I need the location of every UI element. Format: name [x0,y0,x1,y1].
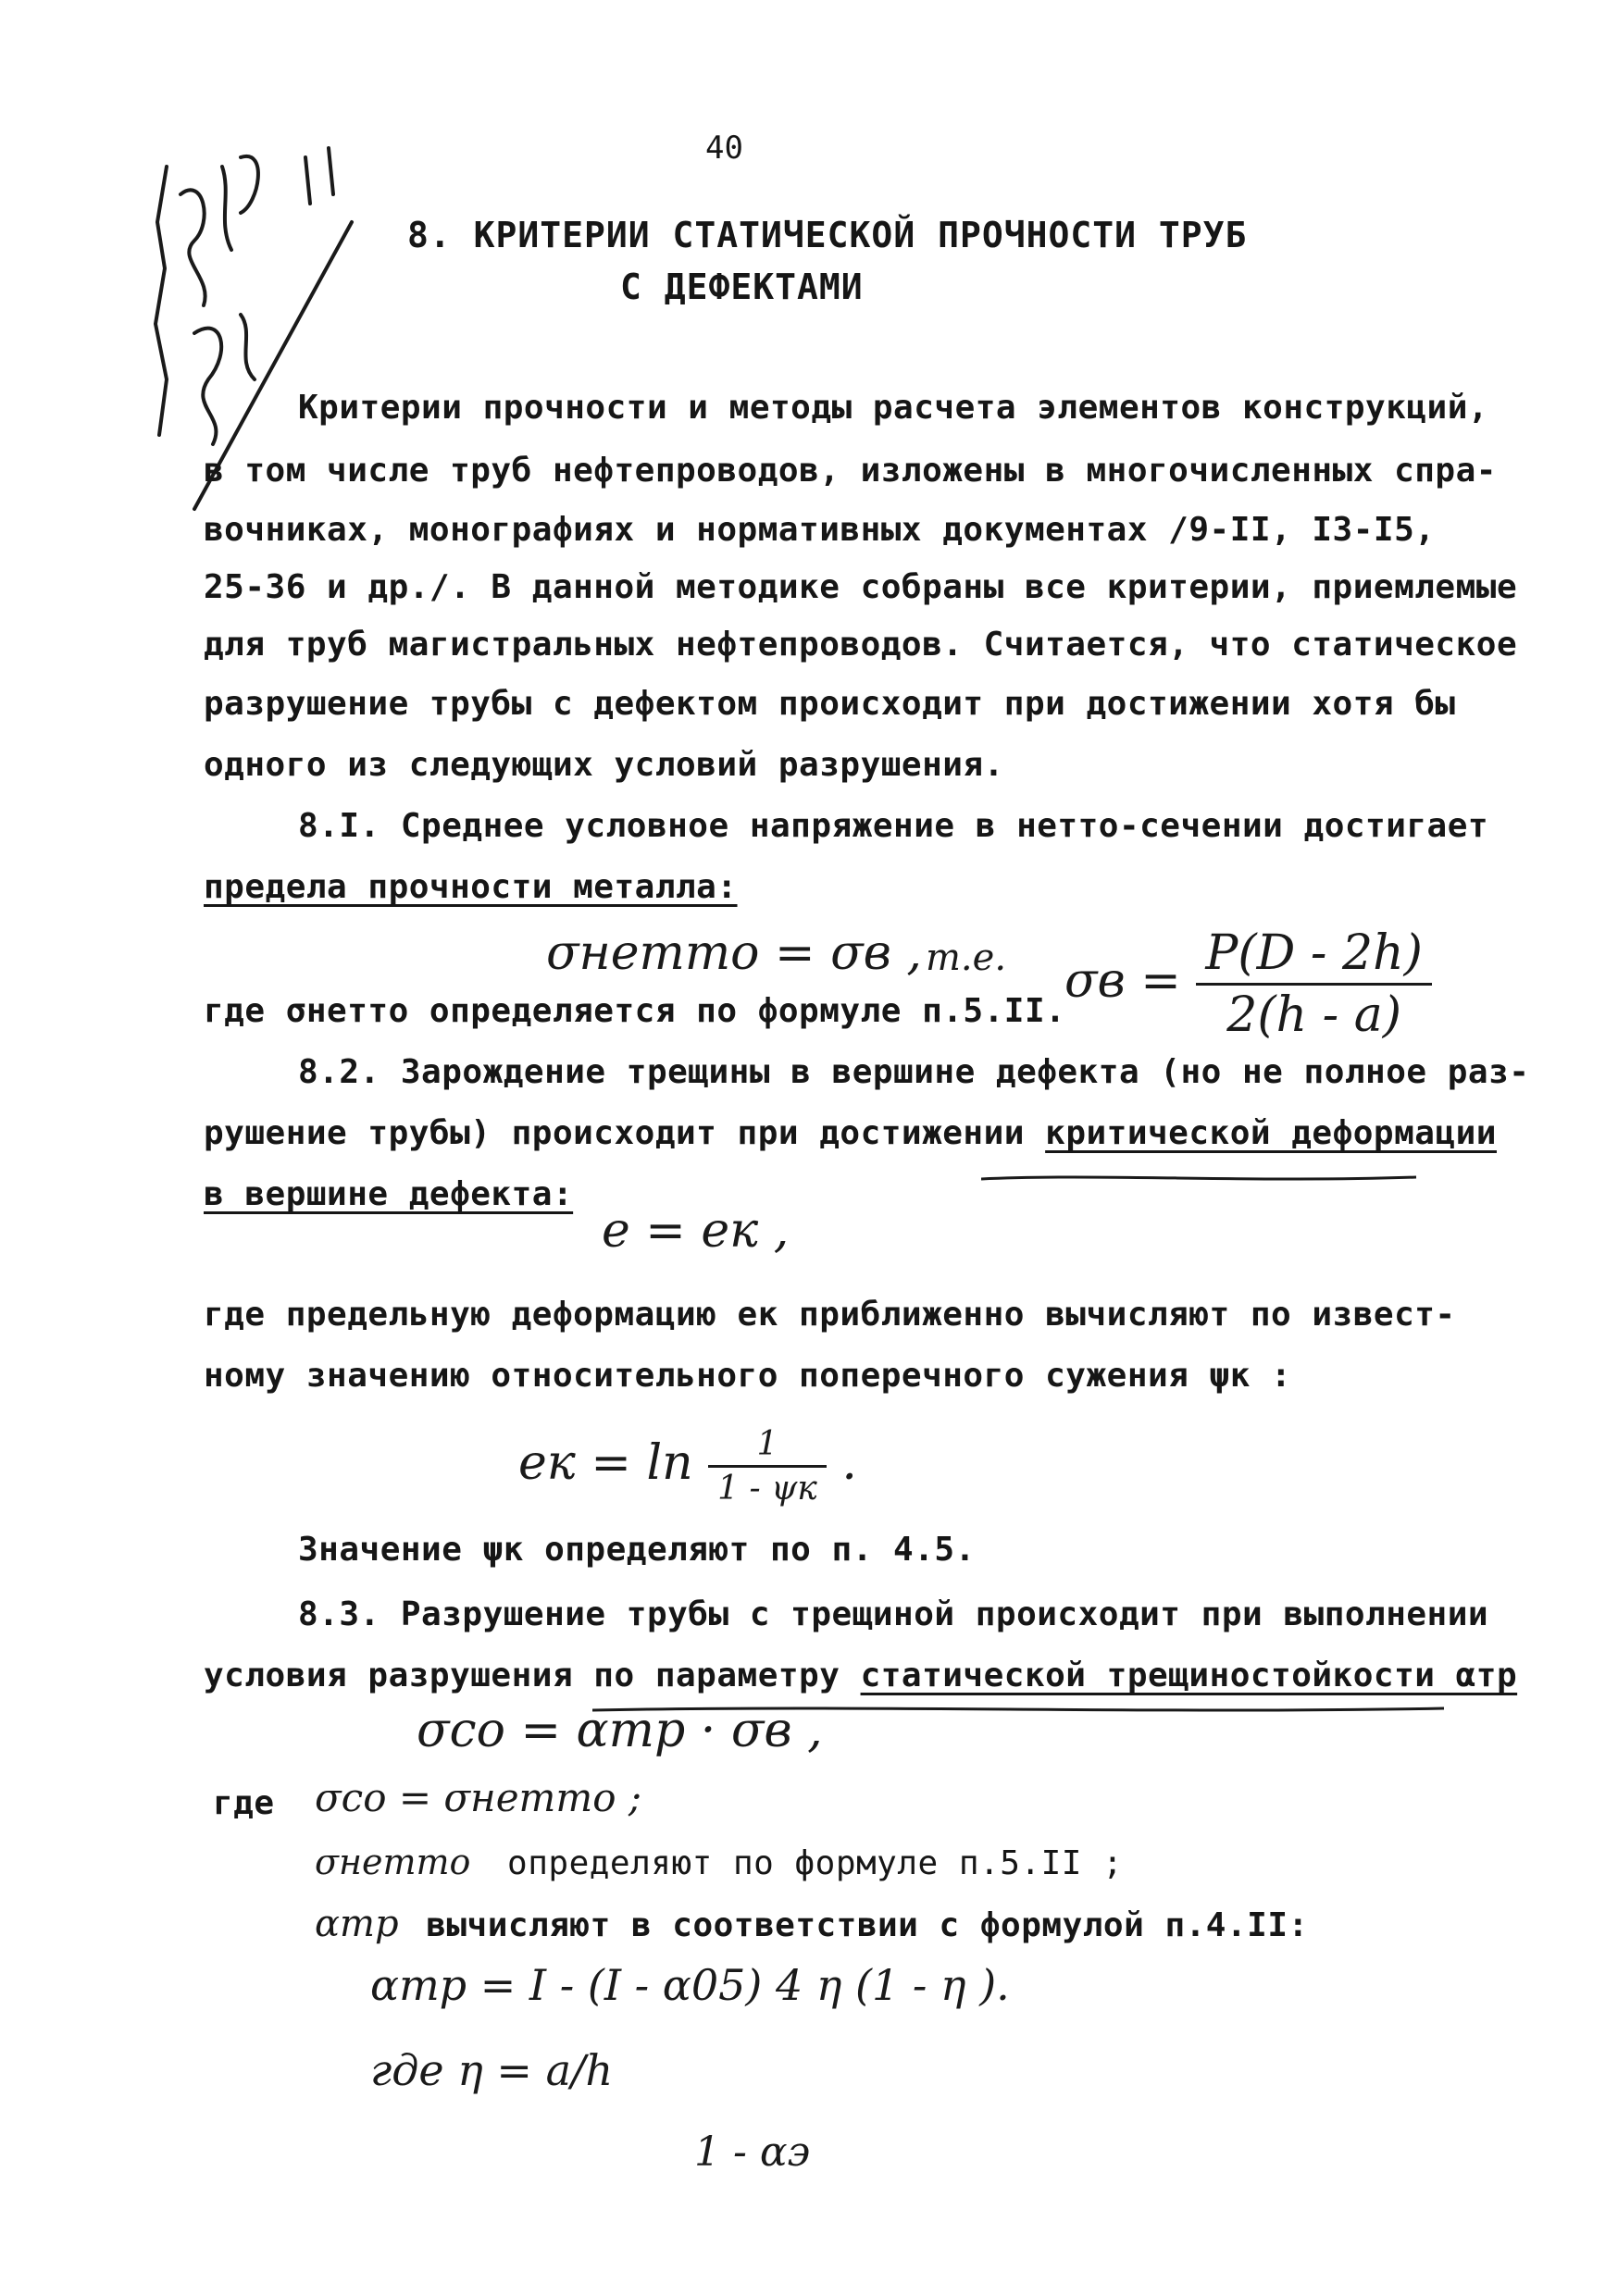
p82-f2-lhs: eк = ln [518,1435,693,1491]
p82-line-2a: рушение трубы) происходит при достижении [204,1114,1046,1152]
p82-f2-fraction [708,1425,827,1508]
p81-where: где σнетто определяется по формуле п.5.II. [204,992,1066,1030]
p83-where-3 [315,1903,1309,1945]
p83-where-2b: определяют по формуле п.5.II ; [507,1844,1124,1882]
p81-line-2: предела прочности металла: [204,868,738,906]
p83-line-2 [204,1657,1517,1694]
p82-line-1: 8.2. Зарождение трещины в вершине дефекта (но не полное раз- [298,1053,1530,1091]
p82-formula: e = eк , [602,1203,790,1259]
p83-where-1: σco = σнетто ; [315,1775,642,1820]
p82-f2-numerator: 1 [708,1425,827,1468]
underline-mark-2 [592,1701,1453,1719]
p83-where-3b: вычисляют в соответствии с формулой п.4.II: [426,1906,1309,1944]
intro-line-1: Критерии прочности и методы расчета элементов конструкций, [298,389,1489,427]
p82-formula-2 [518,1425,857,1508]
intro-line-2: в том числе труб нефтепроводов, изложены в многочисленных спра- [204,452,1497,490]
section-title-line2: С ДЕФЕКТАМИ [620,267,864,307]
p82-f2-denominator: 1 - ψк [717,1470,817,1508]
p83-where-label: где [213,1784,275,1822]
intro-line-3: вочниках, монографиях и нормативных документах /9-II, I3-I5, [204,511,1436,549]
p83-where-2 [315,1842,1123,1882]
p82-line-2 [204,1114,1497,1152]
p82-line-4: где предельную деформацию eк приближенно вычисляют по извест- [204,1296,1456,1334]
p82-line-6: Значение ψк определяют по п. 4.5. [298,1531,976,1569]
p81-formula-te: т.е. [926,937,1007,979]
p81-hand-numerator: P(D - 2h) [1196,925,1431,986]
p81-hand-denominator: 2(h - a) [1226,987,1402,1043]
intro-line-7: одного из следующих условий разрушения. [204,746,1004,784]
p82-f2-end: . [841,1435,857,1491]
p81-hand-fraction [1196,925,1431,1043]
p83-hand-3: 1 - αэ [694,2128,811,2176]
p81-hand-formula [1064,925,1432,1043]
p82-line-2b: критической деформации [1045,1114,1497,1152]
p82-line-5: ному значению относительного поперечного сужения ψк : [204,1357,1292,1395]
p82-line-3: в вершине дефекта: [204,1175,574,1213]
intro-line-6: разрушение трубы с дефектом происходит при достижении хотя бы [204,685,1456,723]
p83-where-2a: σнетто [315,1842,471,1882]
p83-line-2b: статической трещиностойкости αтр [860,1657,1518,1694]
p83-where-3a: αтр [315,1903,399,1945]
p81-formula-left: σнетто = σв , [546,925,922,981]
p83-hand-2: где η = a/h [370,2045,614,2095]
p83-hand-1: αтр = I - (I - α05) 4 η (1 - η ). [370,1960,1010,2010]
p81-hand-lhs: σв = [1064,953,1181,1009]
page-number: 40 [705,130,743,167]
intro-line-4: 25-36 и др./. В данной методике собраны все критерии, приемлемые [204,568,1518,606]
underline-mark [981,1168,1425,1186]
section-title-line1: 8. КРИТЕРИИ СТАТИЧЕСКОЙ ПРОЧНОСТИ ТРУБ [407,215,1248,255]
p83-formula: σco = αтр · σв , [417,1703,823,1758]
intro-line-5: для труб магистральных нефтепроводов. Считается, что статическое [204,626,1518,664]
p81-line-1: 8.I. Среднее условное напряжение в нетто-сечении достигает [298,807,1489,845]
p83-line-1: 8.3. Разрушение трубы с трещиной происходит при выполнении [298,1595,1489,1633]
p83-line-2a: условия разрушения по параметру [204,1657,861,1694]
